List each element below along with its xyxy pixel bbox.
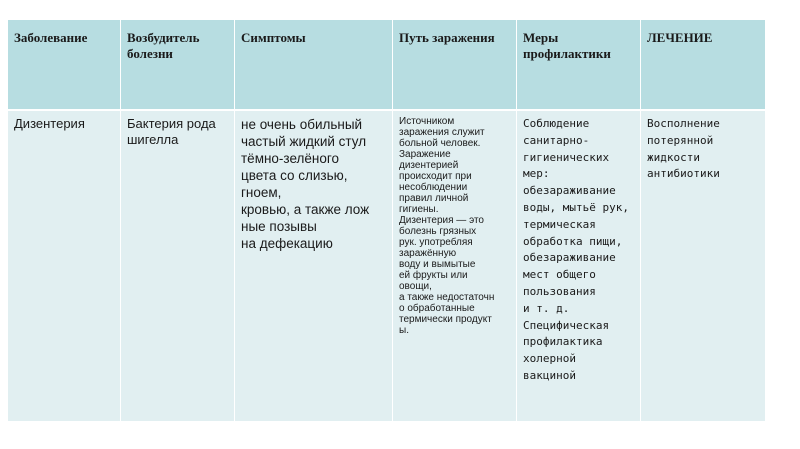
cell-line: Восполнение [647, 117, 720, 130]
cell-line: гигиенических [523, 150, 610, 164]
cell-line: на дефекацию [241, 236, 333, 251]
cell-line: ы. [399, 325, 409, 336]
cell-line: ей фрукты или [399, 270, 468, 281]
cell-line: воды, мытьё рук, [523, 200, 629, 214]
cell-line: овощи, [399, 281, 432, 292]
cell-line: воду и вымытые [399, 259, 476, 270]
cell-line: гноем, [241, 185, 282, 200]
header-prevention: Меры профилактики [517, 20, 641, 111]
header-symptoms: Симптомы [235, 20, 393, 111]
cell-line: заражения служит [399, 127, 485, 138]
header-disease: Заболевание [8, 20, 121, 111]
cell-line: кровью, а также лож [241, 202, 370, 217]
cell-line: заражённую [399, 248, 457, 259]
cell-line: происходит при [399, 171, 472, 182]
cell-line: пользования [523, 284, 596, 298]
cell-line: Заражение [399, 149, 451, 160]
cell-line: о обработанные [399, 303, 475, 314]
cell-line: жидкости [647, 150, 700, 164]
cell-line: несоблюдении [399, 182, 468, 193]
disease-table [8, 20, 765, 421]
cell-line: и т. д. [523, 301, 570, 315]
header-infection-route: Путь заражения [393, 20, 517, 111]
cell-line: холерной [523, 352, 576, 366]
cell-line: обезараживание [523, 251, 616, 265]
cell-line: ные позывы [241, 219, 317, 234]
cell-infection-route [393, 111, 517, 421]
header-treatment: ЛЕЧЕНИЕ [641, 20, 765, 111]
cell-prevention [517, 111, 641, 421]
table-row [8, 111, 765, 421]
cell-line: антибиотики [647, 167, 720, 181]
cell-line: вакциной [523, 368, 576, 382]
cell-line: термическая [523, 217, 596, 231]
cell-line: обезараживание [523, 184, 616, 198]
cell-line: больной человек. [399, 138, 481, 149]
cell-line: обработка пищи, [523, 234, 623, 248]
cell-disease: Дизентерия [8, 111, 121, 421]
header-pathogen: Возбудитель болезни [121, 20, 235, 111]
cell-line: гигиены. [399, 204, 439, 215]
cell-line: мер: [523, 167, 550, 181]
cell-line: потерянной [647, 133, 714, 147]
cell-line: цвета со слизью, [241, 168, 348, 183]
cell-line: Соблюдение [523, 117, 590, 130]
cell-line: а также недостаточн [399, 292, 495, 303]
cell-line: Специфическая [523, 318, 610, 332]
cell-line: частый жидкий стул [241, 134, 367, 149]
cell-symptoms [235, 111, 393, 421]
cell-line: санитарно- [523, 133, 590, 147]
cell-line: болезнь грязных [399, 226, 477, 237]
cell-pathogen: Бактерия рода шигелла [121, 111, 235, 421]
table-header-row [8, 20, 765, 111]
cell-line: термически продукт [399, 314, 492, 325]
cell-treatment [641, 111, 765, 421]
cell-line: Источником [399, 116, 455, 127]
cell-line: не очень обильный [241, 117, 363, 132]
cell-line: дизентерией [399, 160, 459, 171]
cell-line: мест общего [523, 268, 596, 282]
cell-line: правил личной [399, 193, 469, 204]
cell-line: тёмно-зелёного [241, 151, 340, 166]
cell-line: Дизентерия — это [399, 215, 484, 226]
cell-line: рук. употребляя [399, 237, 473, 248]
cell-line: профилактика [523, 335, 603, 349]
